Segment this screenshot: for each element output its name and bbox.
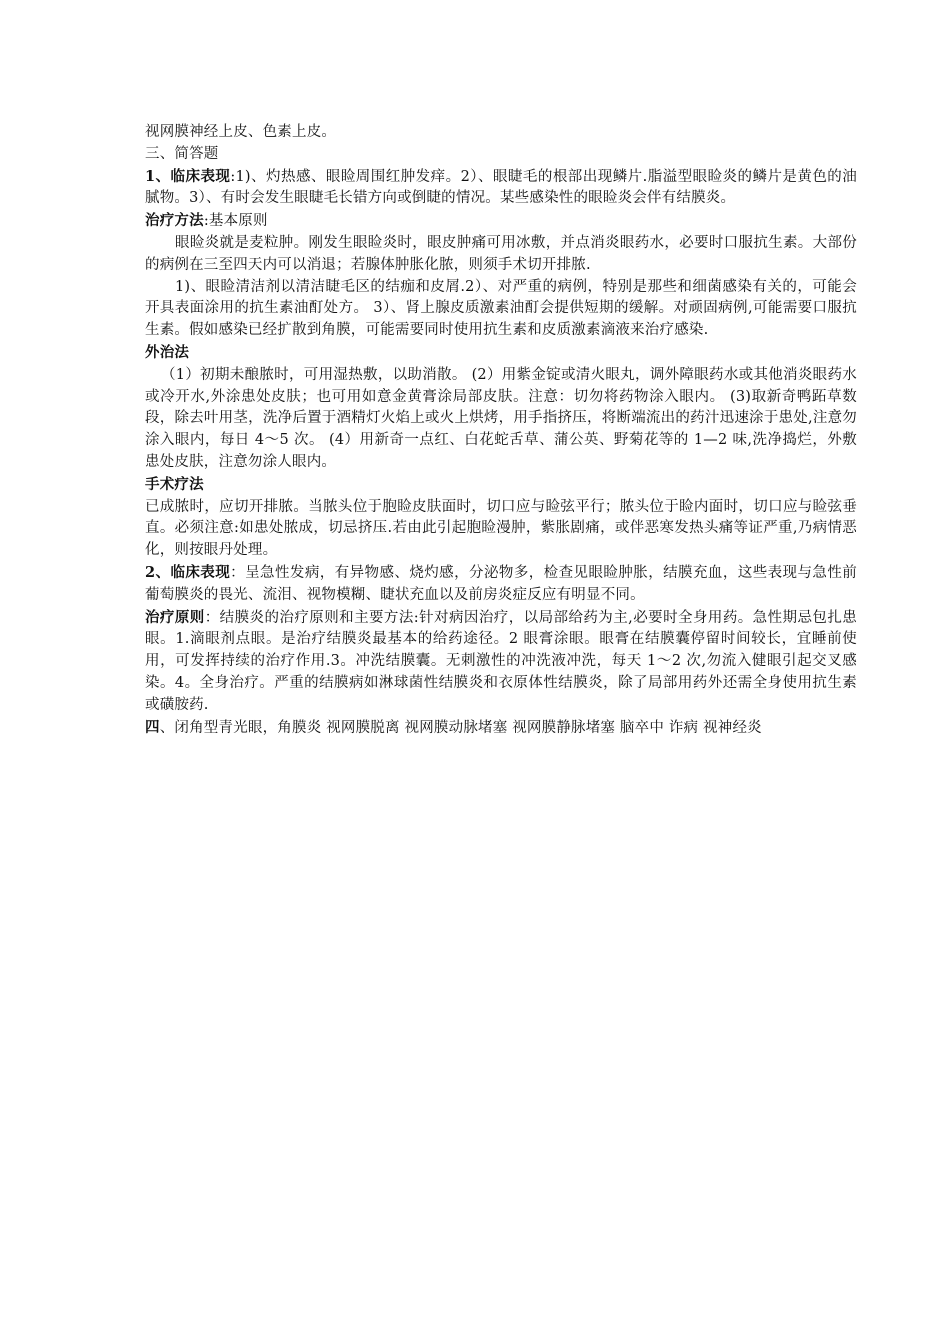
paragraph-stye: 眼睑炎就是麦粒肿。刚发生眼睑炎时，眼皮肿痛可用冰敷，并点消炎眼药水，必要时口服抗生素。大部份的病例在三至四天内可以消退；若腺体肿胀化脓，则须手术切开排脓. [145, 234, 857, 273]
treatment-principle-text: ：结膜炎的治疗原则和主要方法:针对病因治疗，以局部给药为主,必要时全身用药。急性期忌包扎患眼。1.滴眼剂点眼。是治疗结膜炎最基本的给药途径。2 眼膏涂眼。眼膏在结膜囊停留时间较长，宜睡前使用，可发挥持续的治疗作用.3。冲洗结膜囊。无刺激性的冲洗液冲洗，每天 1～2 次,勿流入健眼引起交叉感染。4。全身治疗。严重的结膜病如淋球菌性结膜炎和衣原体性结膜炎，除了局部用药外还需全身使用抗生素或磺胺药. [145, 609, 857, 713]
q2-clinical-text: ：呈急性发病，有异物感、烧灼感，分泌物多，检查见眼睑肿胀，结膜充血，这些表现与急性前葡萄膜炎的畏光、流泪、视物模糊、睫状充血以及前房炎症反应有明显不同。 [145, 564, 857, 603]
paragraph-treatment-principle [145, 607, 857, 717]
q1-clinical-label: 临床表现 [170, 167, 231, 185]
paragraph-retina: 视网膜神经上皮、色素上皮。 [145, 124, 337, 140]
q1-clinical-text: :1)、灼热感、眼睑周围红肿发痒。2）、眼睫毛的根部出现鳞片.脂溢型眼睑炎的鳞片是黄色的油腻物。3）、有时会发生眼睫毛长错方向或倒睫的情况。某些感染性的眼睑炎会伴有结膜炎。 [145, 168, 857, 207]
q2-number: 2、 [145, 563, 171, 581]
paragraph-section-four [145, 717, 857, 740]
heading-external-treatment [145, 342, 857, 365]
heading-surgery [145, 474, 857, 497]
section-heading-short-answer: 三、简答题 [145, 145, 219, 162]
paragraph-external-treatment: （1）初期未酿脓时，可用湿热敷，以助消散。 (2）用紫金锭或清火眼丸，调外障眼药水或其他消炎眼药水或冷开水,外涂患处皮肤；也可用如意金黄膏涂局部皮肤。注意：切勿将药物涂入眼内。 (3)取新奇鸭跖草数段，除去叶用茎，洗净后置于酒精灯火焰上或火上烘烤，用手指挤压，将断端流出的药汁迅速涂于患处,注意勿涂入眼内，每日 4～5 次。 (4）用新奇一点红、白花蛇舌草、蒲公英、野菊花等的 1—2 味,洗净捣烂，外敷患处皮肤，注意勿涂人眼内。 [145, 366, 857, 470]
paragraph-surgery: 已成脓时，应切开排脓。当脓头位于胞睑皮肤面时，切口应与睑弦平行；脓头位于睑内面时，切口应与睑弦垂直。必须注意:如患处脓成，切忌挤压.若由此引起胞睑漫肿，紫胀剧痛，或伴恶寒发热头痛等证严重,乃病情恶化，则按眼丹处理。 [145, 498, 857, 559]
external-treatment-label: 外治法 [145, 343, 190, 361]
q2-clinical-label: 临床表现 [170, 563, 231, 581]
paragraph-treatment-method [145, 210, 857, 233]
paragraph-cleanser: 1)、眼睑清洁剂以清洁睫毛区的结痂和皮屑.2）、对严重的病例，特别是那些和细菌感染有关的，可能会开具表面涂用的抗生素油酊处方。 3）、肾上腺皮质激素油酊会提供短期的缓解。对顽固病例,可能需要口服抗生素。假如感染已经扩散到角膜，可能需要同时使用抗生素和皮质激素滴液来治疗感染. [145, 278, 857, 339]
q1-number: 1、 [145, 167, 171, 185]
treatment-method-label: 治疗方法 [145, 212, 204, 230]
document-body [145, 122, 857, 739]
treatment-principle-label: 治疗原则 [145, 608, 205, 626]
section-four-text: 、闭角型青光眼，角膜炎 视网膜脱离 视网膜动脉堵塞 视网膜静脉堵塞 脑卒中 诈病 视神经炎 [159, 719, 762, 736]
treatment-method-text: :基本原则 [203, 213, 268, 230]
surgery-label: 手术疗法 [145, 475, 204, 493]
section-four-number: 四 [145, 718, 160, 736]
paragraph-q1-clinical [145, 166, 857, 211]
paragraph-q2-clinical [145, 562, 857, 607]
